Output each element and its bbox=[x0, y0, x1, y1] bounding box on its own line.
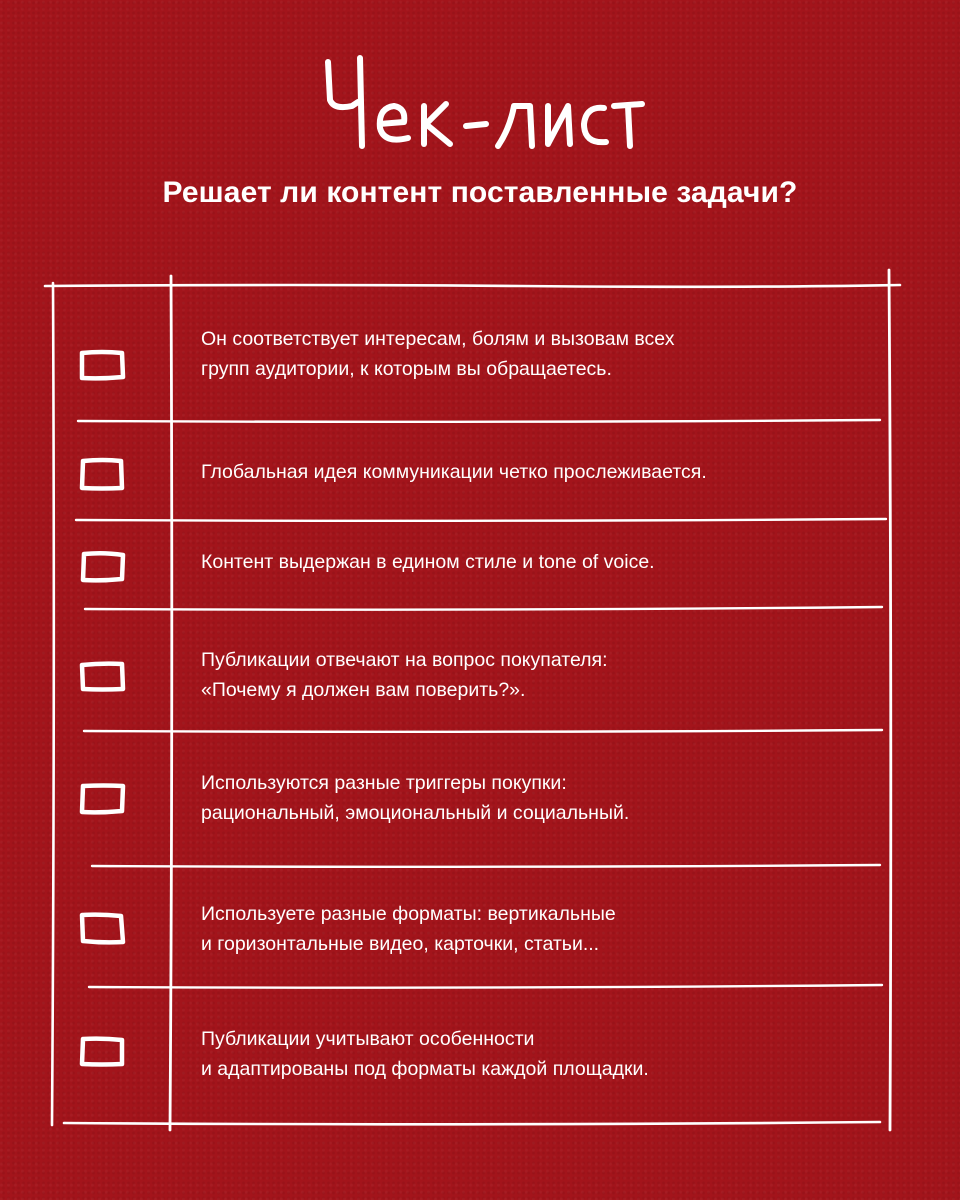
checklist-item-line: групп аудитории, к которым вы обращаетесь. bbox=[201, 358, 612, 380]
checkbox-icon[interactable] bbox=[74, 910, 132, 948]
checkbox-icon[interactable] bbox=[74, 1033, 132, 1071]
checklist-item-line: Используете разные форматы: вертикальные bbox=[201, 903, 616, 925]
checklist-item-line: Используются разные триггеры покупки: bbox=[201, 772, 567, 794]
checklist-item-line: Публикации отвечают на вопрос покупателя: bbox=[201, 649, 608, 671]
checklist-item-text bbox=[201, 457, 881, 487]
checkbox-icon[interactable] bbox=[74, 548, 132, 586]
checklist-item-line: Глобальная идея коммуникации четко прослеживается. bbox=[201, 461, 707, 483]
checklist-item-text bbox=[201, 324, 881, 384]
checklist-item-line: «Почему я должен вам поверить?». bbox=[201, 679, 526, 701]
handwritten-title bbox=[300, 48, 660, 158]
page-subtitle: Решает ли контент поставленные задачи? bbox=[162, 176, 798, 209]
checkbox-icon[interactable] bbox=[74, 658, 132, 696]
checklist-item-line: и адаптированы под форматы каждой площадки. bbox=[201, 1058, 649, 1080]
checklist-item-text bbox=[201, 645, 881, 705]
checkbox-icon[interactable] bbox=[74, 780, 132, 818]
checklist-item-line: и горизонтальные видео, карточки, статьи... bbox=[201, 933, 600, 955]
checklist-item-line: Он соответствует интересам, болям и вызовам всех bbox=[201, 328, 675, 350]
checklist-item-text bbox=[201, 547, 881, 577]
checkbox-icon[interactable] bbox=[74, 347, 132, 385]
checklist-item-line: Публикации учитывают особенности bbox=[201, 1028, 535, 1050]
checklist-item-text bbox=[201, 899, 881, 959]
checklist-item-line: рациональный, эмоциональный и социальный. bbox=[201, 802, 630, 824]
checkbox-icon[interactable] bbox=[74, 456, 132, 494]
checklist-item-text bbox=[201, 1024, 881, 1084]
checklist-item-line: Контент выдержан в едином стиле и tone of voice. bbox=[201, 551, 655, 573]
checklist-item-text bbox=[201, 768, 881, 828]
